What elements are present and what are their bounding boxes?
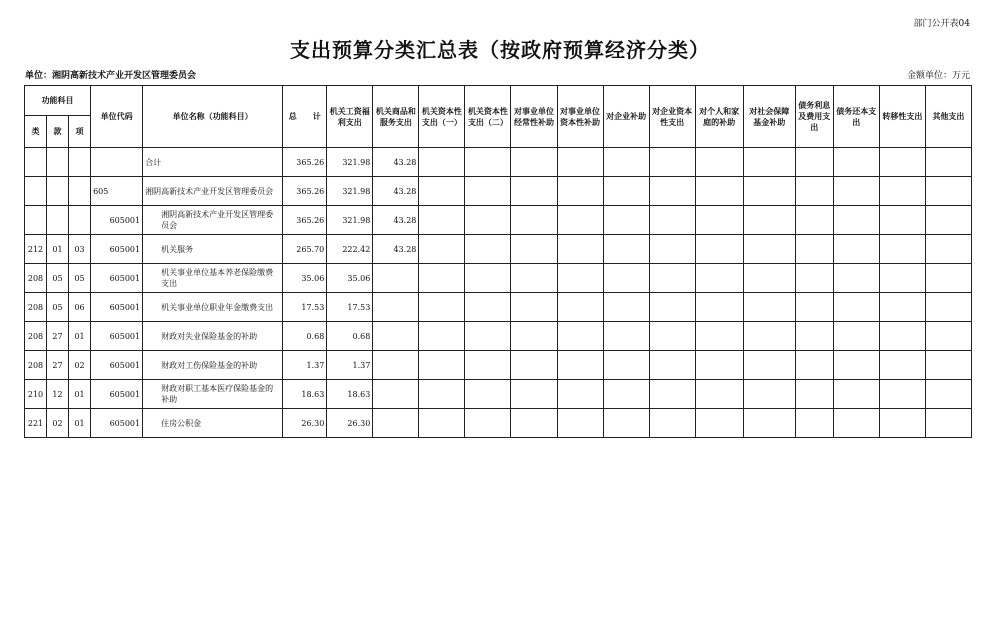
header-kuan: 款 (47, 116, 69, 148)
row-empty-cell (419, 409, 465, 438)
header-col: 机关商品和服务支出 (373, 86, 419, 148)
row-empty-cell (649, 351, 695, 380)
header-col: 机关工资福利支出 (327, 86, 373, 148)
row-empty-cell (925, 409, 971, 438)
row-goods-services (373, 380, 419, 409)
row-empty-cell (879, 148, 925, 177)
money-unit-label: 金额单位：万元 (906, 71, 970, 81)
row-unit-code: 605001 (91, 409, 143, 438)
row-empty-cell (695, 322, 743, 351)
row-empty-cell (465, 206, 511, 235)
row-lei (25, 148, 47, 177)
row-empty-cell (557, 264, 603, 293)
header-col: 对事业单位资本性补助 (557, 86, 603, 148)
header-col: 转移性支出 (879, 86, 925, 148)
row-salary-welfare: 0.68 (327, 322, 373, 351)
row-unit-name: 财政对工伤保险基金的补助 (143, 351, 283, 380)
row-empty-cell (465, 351, 511, 380)
row-empty-cell (795, 264, 833, 293)
row-empty-cell (465, 235, 511, 264)
row-empty-cell (743, 148, 795, 177)
row-salary-welfare: 35.06 (327, 264, 373, 293)
row-total: 365.26 (283, 206, 327, 235)
header-col: 对事业单位经常性补助 (511, 86, 557, 148)
row-empty-cell (603, 235, 649, 264)
header-xiang: 项 (69, 116, 91, 148)
row-empty-cell (511, 177, 557, 206)
row-empty-cell (879, 235, 925, 264)
row-total: 35.06 (283, 264, 327, 293)
row-unit-name: 财政对职工基本医疗保险基金的补助 (143, 380, 283, 409)
row-empty-cell (649, 235, 695, 264)
row-empty-cell (511, 351, 557, 380)
table-row (25, 322, 972, 351)
row-empty-cell (695, 235, 743, 264)
row-xiang: 01 (69, 409, 91, 438)
row-empty-cell (557, 380, 603, 409)
row-empty-cell (511, 235, 557, 264)
row-lei: 221 (25, 409, 47, 438)
row-lei: 210 (25, 380, 47, 409)
row-empty-cell (419, 177, 465, 206)
row-empty-cell (695, 293, 743, 322)
row-kuan: 02 (47, 409, 69, 438)
row-goods-services (373, 264, 419, 293)
header-func-subject: 功能科目 (25, 86, 91, 116)
row-empty-cell (925, 380, 971, 409)
header-col: 对企业补助 (603, 86, 649, 148)
row-unit-name: 机关服务 (143, 235, 283, 264)
row-empty-cell (419, 380, 465, 409)
row-goods-services (373, 351, 419, 380)
row-empty-cell (649, 206, 695, 235)
row-empty-cell (649, 322, 695, 351)
row-lei: 208 (25, 322, 47, 351)
row-lei: 212 (25, 235, 47, 264)
row-total: 17.53 (283, 293, 327, 322)
row-goods-services: 43.28 (373, 206, 419, 235)
row-empty-cell (603, 264, 649, 293)
table-row (25, 235, 972, 264)
row-unit-name: 湘阴高新技术产业开发区管理委员会 (143, 177, 283, 206)
table-row (25, 177, 972, 206)
row-empty-cell (743, 177, 795, 206)
row-kuan (47, 148, 69, 177)
row-empty-cell (833, 293, 879, 322)
row-empty-cell (511, 322, 557, 351)
row-empty-cell (743, 235, 795, 264)
row-empty-cell (795, 148, 833, 177)
row-total: 365.26 (283, 148, 327, 177)
row-empty-cell (795, 409, 833, 438)
row-empty-cell (603, 409, 649, 438)
row-empty-cell (511, 148, 557, 177)
table-row (25, 409, 972, 438)
row-empty-cell (603, 206, 649, 235)
row-empty-cell (695, 351, 743, 380)
row-empty-cell (649, 177, 695, 206)
page-title: 支出预算分类汇总表（按政府预算经济分类） (290, 38, 710, 62)
row-empty-cell (419, 148, 465, 177)
row-empty-cell (795, 380, 833, 409)
row-empty-cell (649, 264, 695, 293)
row-xiang: 03 (69, 235, 91, 264)
row-empty-cell (879, 351, 925, 380)
row-empty-cell (511, 409, 557, 438)
row-total: 1.37 (283, 351, 327, 380)
row-goods-services (373, 322, 419, 351)
row-salary-welfare: 26.30 (327, 409, 373, 438)
row-empty-cell (557, 206, 603, 235)
table-row (25, 293, 972, 322)
row-empty-cell (925, 235, 971, 264)
row-goods-services: 43.28 (373, 235, 419, 264)
row-empty-cell (695, 264, 743, 293)
row-empty-cell (795, 322, 833, 351)
row-unit-code: 605001 (91, 293, 143, 322)
row-kuan: 05 (47, 293, 69, 322)
header-col: 对企业资本性支出 (649, 86, 695, 148)
header-col: 机关资本性支出（一） (419, 86, 465, 148)
row-unit-code: 605001 (91, 264, 143, 293)
row-unit-code: 605001 (91, 206, 143, 235)
row-empty-cell (833, 148, 879, 177)
row-total: 265.70 (283, 235, 327, 264)
row-empty-cell (419, 264, 465, 293)
row-empty-cell (603, 380, 649, 409)
row-empty-cell (879, 380, 925, 409)
table-row (25, 206, 972, 235)
row-goods-services (373, 293, 419, 322)
row-empty-cell (925, 293, 971, 322)
row-empty-cell (833, 380, 879, 409)
row-unit-name: 合计 (143, 148, 283, 177)
row-empty-cell (743, 351, 795, 380)
row-total: 26.30 (283, 409, 327, 438)
row-lei: 208 (25, 293, 47, 322)
row-empty-cell (465, 177, 511, 206)
header-col: 机关资本性支出（二） (465, 86, 511, 148)
row-unit-code: 605001 (91, 235, 143, 264)
row-empty-cell (833, 351, 879, 380)
row-unit-name: 财政对失业保险基金的补助 (143, 322, 283, 351)
row-empty-cell (879, 322, 925, 351)
header-lei: 类 (25, 116, 47, 148)
row-kuan: 05 (47, 264, 69, 293)
row-xiang: 06 (69, 293, 91, 322)
row-empty-cell (925, 351, 971, 380)
row-empty-cell (511, 380, 557, 409)
row-kuan: 01 (47, 235, 69, 264)
unit-label: 单位：湘阴高新技术产业开发区管理委员会 (25, 71, 197, 81)
row-empty-cell (649, 293, 695, 322)
row-empty-cell (795, 206, 833, 235)
row-lei: 208 (25, 264, 47, 293)
row-salary-welfare: 18.63 (327, 380, 373, 409)
row-empty-cell (649, 380, 695, 409)
row-xiang: 01 (69, 380, 91, 409)
row-empty-cell (695, 380, 743, 409)
row-lei (25, 177, 47, 206)
row-empty-cell (465, 148, 511, 177)
row-empty-cell (603, 148, 649, 177)
row-empty-cell (925, 206, 971, 235)
header-col: 债务还本支出 (833, 86, 879, 148)
row-salary-welfare: 17.53 (327, 293, 373, 322)
row-empty-cell (879, 264, 925, 293)
row-kuan: 27 (47, 351, 69, 380)
row-kuan (47, 206, 69, 235)
row-salary-welfare: 321.98 (327, 148, 373, 177)
table-row (25, 351, 972, 380)
budget-table (24, 85, 972, 438)
row-unit-code: 605 (91, 177, 143, 206)
table-row (25, 380, 972, 409)
row-kuan: 12 (47, 380, 69, 409)
row-unit-name: 住房公积金 (143, 409, 283, 438)
row-empty-cell (833, 206, 879, 235)
row-empty-cell (695, 206, 743, 235)
row-empty-cell (925, 148, 971, 177)
row-empty-cell (419, 322, 465, 351)
row-empty-cell (419, 206, 465, 235)
row-empty-cell (511, 206, 557, 235)
row-empty-cell (557, 351, 603, 380)
row-unit-code: 605001 (91, 322, 143, 351)
row-empty-cell (795, 351, 833, 380)
row-empty-cell (879, 293, 925, 322)
document-number: 部门公开表04 (913, 19, 970, 29)
row-empty-cell (743, 206, 795, 235)
row-empty-cell (925, 264, 971, 293)
row-kuan (47, 177, 69, 206)
row-empty-cell (557, 148, 603, 177)
row-empty-cell (557, 293, 603, 322)
row-empty-cell (695, 409, 743, 438)
header-unit-name: 单位名称（功能科目） (143, 86, 283, 148)
row-empty-cell (419, 351, 465, 380)
row-empty-cell (557, 322, 603, 351)
row-empty-cell (795, 293, 833, 322)
row-unit-name: 机关事业单位职业年金缴费支出 (143, 293, 283, 322)
table-row (25, 148, 972, 177)
header-total: 总 计 (283, 86, 327, 148)
row-empty-cell (743, 322, 795, 351)
row-total: 0.68 (283, 322, 327, 351)
row-empty-cell (833, 264, 879, 293)
header-col: 债务利息及费用支出 (795, 86, 833, 148)
row-empty-cell (465, 293, 511, 322)
header-col: 其他支出 (925, 86, 971, 148)
row-empty-cell (465, 380, 511, 409)
row-empty-cell (649, 409, 695, 438)
header-col: 对社会保障基金补助 (743, 86, 795, 148)
row-xiang: 02 (69, 351, 91, 380)
row-salary-welfare: 321.98 (327, 206, 373, 235)
row-xiang (69, 177, 91, 206)
row-lei (25, 206, 47, 235)
row-unit-code: 605001 (91, 351, 143, 380)
row-empty-cell (557, 177, 603, 206)
row-goods-services: 43.28 (373, 148, 419, 177)
row-salary-welfare: 222.42 (327, 235, 373, 264)
row-empty-cell (465, 409, 511, 438)
row-xiang: 01 (69, 322, 91, 351)
row-empty-cell (879, 206, 925, 235)
row-empty-cell (603, 177, 649, 206)
row-unit-name: 湘阴高新技术产业开发区管理委员会 (143, 206, 283, 235)
row-empty-cell (833, 177, 879, 206)
row-salary-welfare: 321.98 (327, 177, 373, 206)
row-total: 365.26 (283, 177, 327, 206)
row-xiang (69, 148, 91, 177)
row-empty-cell (419, 293, 465, 322)
row-empty-cell (511, 293, 557, 322)
row-empty-cell (743, 409, 795, 438)
table-body (25, 148, 972, 438)
row-empty-cell (649, 148, 695, 177)
row-empty-cell (557, 235, 603, 264)
row-empty-cell (833, 235, 879, 264)
row-xiang (69, 206, 91, 235)
row-empty-cell (743, 380, 795, 409)
row-empty-cell (511, 264, 557, 293)
row-unit-name: 机关事业单位基本养老保险缴费支出 (143, 264, 283, 293)
row-empty-cell (879, 177, 925, 206)
row-empty-cell (603, 351, 649, 380)
row-empty-cell (465, 322, 511, 351)
row-lei: 208 (25, 351, 47, 380)
header-unit-code: 单位代码 (91, 86, 143, 148)
row-empty-cell (879, 409, 925, 438)
row-total: 18.63 (283, 380, 327, 409)
row-empty-cell (833, 322, 879, 351)
table-row (25, 264, 972, 293)
row-empty-cell (925, 322, 971, 351)
row-empty-cell (465, 264, 511, 293)
row-goods-services (373, 409, 419, 438)
row-empty-cell (695, 177, 743, 206)
row-salary-welfare: 1.37 (327, 351, 373, 380)
header-col: 对个人和家庭的补助 (695, 86, 743, 148)
row-empty-cell (603, 322, 649, 351)
row-empty-cell (419, 235, 465, 264)
row-unit-code: 605001 (91, 380, 143, 409)
row-empty-cell (743, 264, 795, 293)
row-empty-cell (795, 177, 833, 206)
row-kuan: 27 (47, 322, 69, 351)
row-empty-cell (743, 293, 795, 322)
row-empty-cell (795, 235, 833, 264)
row-unit-code (91, 148, 143, 177)
row-empty-cell (833, 409, 879, 438)
row-xiang: 05 (69, 264, 91, 293)
row-empty-cell (557, 409, 603, 438)
row-empty-cell (695, 148, 743, 177)
row-empty-cell (925, 177, 971, 206)
row-empty-cell (603, 293, 649, 322)
row-goods-services: 43.28 (373, 177, 419, 206)
